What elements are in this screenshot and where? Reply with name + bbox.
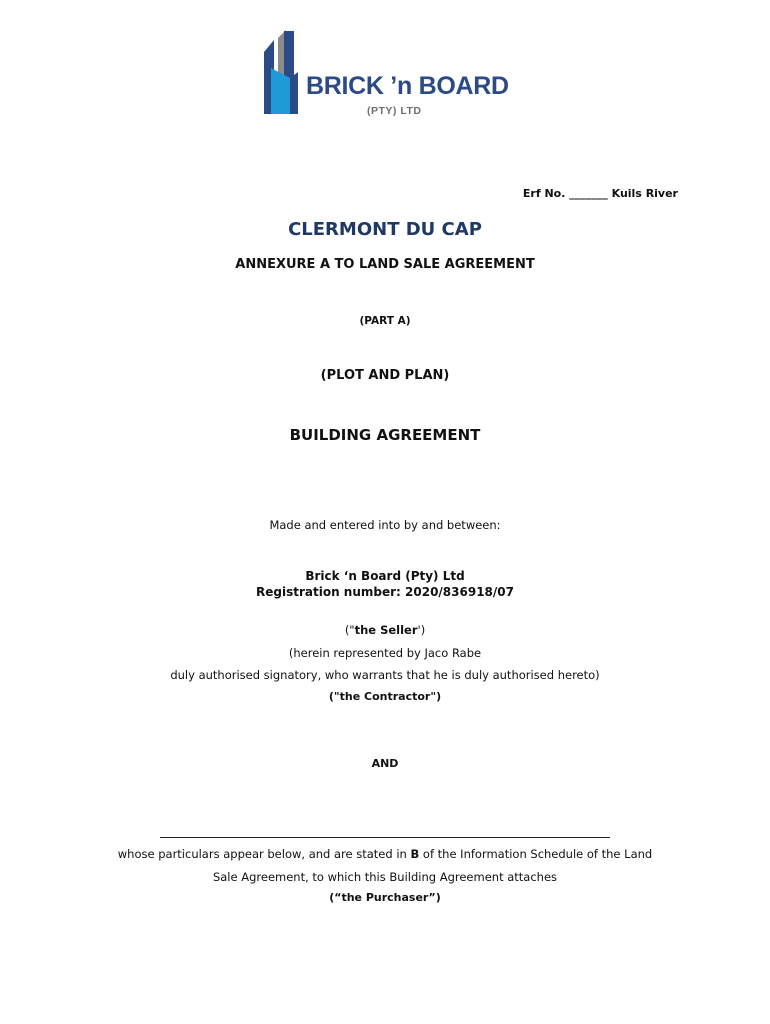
seller-close: ') [417,623,426,637]
seller-registration: Registration number: 2020/836918/07 [256,585,514,599]
annexure-heading: ANNEXURE A TO LAND SALE AGREEMENT [235,257,535,272]
seller-signatory-text: duly authorised signatory, who warrants that he is duly authorised hereto) [170,668,600,682]
seller-open: (" [344,623,355,637]
part-heading: (PART A) [359,315,411,327]
building-logo-icon [262,30,306,118]
erf-number-line [523,187,678,200]
logo-company-name: BRICK ’n BOARD [306,72,509,100]
particulars-pre: whose particulars appear below, and are stated in [117,847,411,861]
particulars-schedule-ref: B [410,847,420,861]
erf-blank: _______ [569,187,608,200]
purchaser-particulars-line1 [0,847,770,861]
seller-label: the Seller [354,623,418,637]
and-conjunction: AND [371,757,399,770]
purchaser-particulars-line2: Sale Agreement, to which this Building Agreement attaches [212,870,558,884]
company-logo [262,30,512,118]
particulars-post: of the Information Schedule of the Land [419,847,653,861]
logo-company-suffix: (PTY) LTD [367,105,422,117]
plot-plan-heading: (PLOT AND PLAN) [320,368,450,383]
logo-tower-blue-side [290,72,298,114]
seller-representative: (herein represented by Jaco Rabe [288,646,482,660]
development-title: CLERMONT DU CAP [288,219,482,240]
seller-company-name: Brick ‘n Board (Pty) Ltd [305,569,465,583]
purchaser-label: (“the Purchaser”) [329,891,441,904]
agreement-heading: BUILDING AGREEMENT [289,426,481,444]
intro-text: Made and entered into by and between: [269,518,501,532]
erf-label: Erf No. [522,187,566,200]
seller-designation [0,623,770,637]
purchaser-signature-line [160,837,610,838]
erf-location: Kuils River [611,187,678,200]
contractor-label: ("the Contractor") [328,690,442,703]
